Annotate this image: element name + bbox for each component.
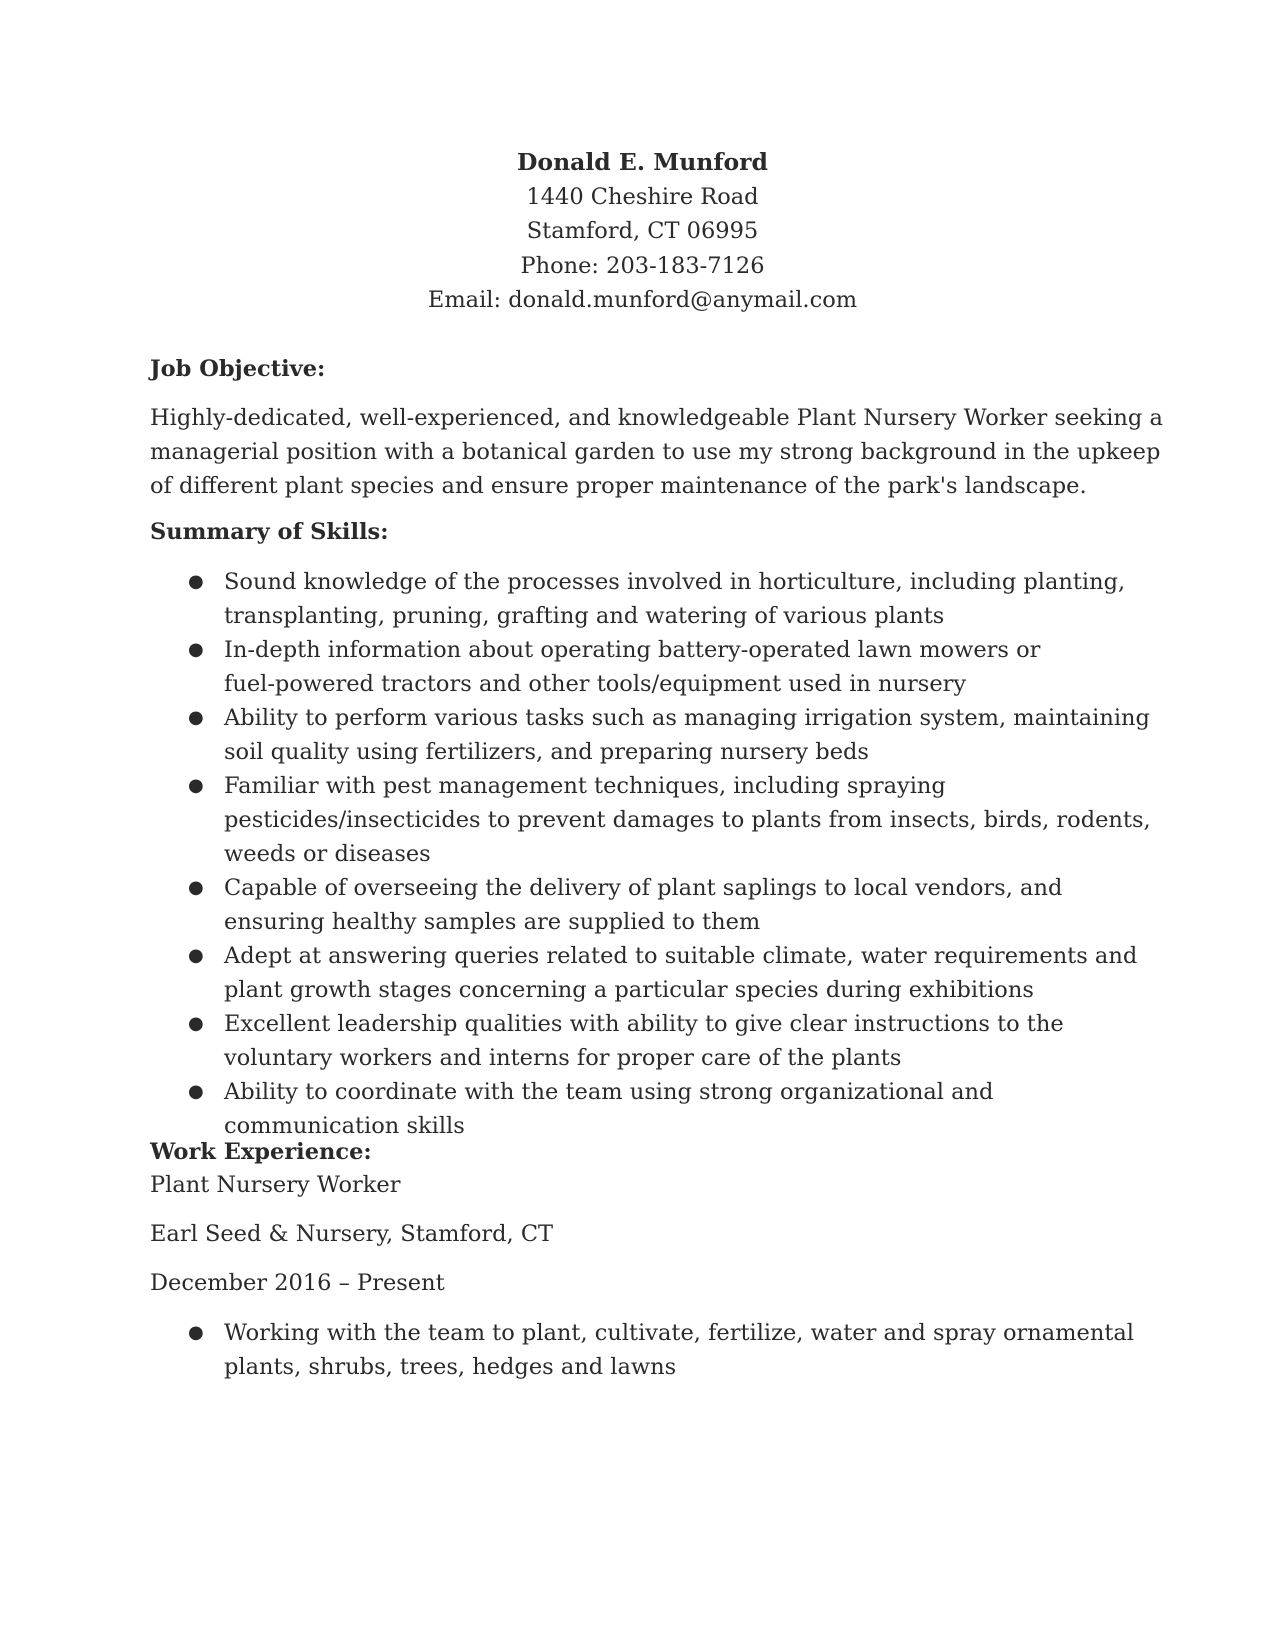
bullet-icon: ● — [188, 877, 204, 898]
skill-item-text: Familiar with pest management techniques, including spraying — [224, 773, 946, 799]
skill-item — [150, 939, 1138, 1007]
skill-item-text: Ability to coordinate with the team using strong organizational and — [224, 1079, 994, 1105]
skill-item-text: Ability to perform various tasks such as managing irrigation system, maintaining — [224, 705, 1150, 731]
duty-item — [150, 1316, 1135, 1384]
bullet-icon: ● — [188, 707, 204, 728]
skill-item-text: transplanting, pruning, grafting and watering of various plants — [224, 603, 945, 629]
duty-item-text: plants, shrubs, trees, hedges and lawns — [224, 1354, 677, 1380]
employment-dates: December 2016 – Present — [150, 1270, 445, 1296]
bullet-icon: ● — [188, 1322, 204, 1343]
skill-item — [150, 1075, 1135, 1143]
employer: Earl Seed & Nursery, Stamford, CT — [150, 1221, 554, 1247]
skill-item — [150, 701, 1150, 769]
skill-item — [150, 633, 1135, 701]
skill-item — [150, 769, 1151, 871]
experience-duties-list — [150, 1316, 1135, 1384]
street-address: 1440 Cheshire Road — [526, 183, 759, 210]
skill-item-text: Capable of overseeing the delivery of plant saplings to local vendors, and — [224, 875, 1063, 901]
contact-header — [150, 145, 1135, 318]
job-title: Plant Nursery Worker — [150, 1172, 401, 1198]
bullet-icon: ● — [188, 1013, 204, 1034]
skill-item-text: ensuring healthy samples are supplied to them — [224, 909, 761, 935]
skill-item-text: pesticides/insecticides to prevent damages to plants from insects, birds, rodents, — [224, 807, 1151, 833]
bullet-icon: ● — [188, 639, 204, 660]
objective-line: Highly-dedicated, well-experienced, and knowledgeable Plant Nursery Worker seeking a — [150, 405, 1163, 431]
skill-item-text: fuel-powered tractors and other tools/equipment used in nursery — [224, 671, 967, 697]
skills-heading: Summary of Skills: — [150, 519, 389, 545]
skill-item-text: soil quality using fertilizers, and preparing nursery beds — [224, 739, 869, 765]
phone-number: Phone: 203-183-7126 — [520, 252, 765, 279]
skill-item-text: voluntary workers and interns for proper care of the plants — [224, 1045, 902, 1071]
objective-heading: Job Objective: — [150, 356, 326, 382]
skill-item-text: Sound knowledge of the processes involved in horticulture, including planting, — [224, 569, 1126, 595]
bullet-icon: ● — [188, 571, 204, 592]
duty-item-text: Working with the team to plant, cultivate, fertilize, water and spray ornamental — [224, 1320, 1134, 1346]
skill-item-text: Adept at answering queries related to suitable climate, water requirements and — [224, 943, 1138, 969]
city-state-zip: Stamford, CT 06995 — [526, 218, 759, 244]
skill-item — [150, 1007, 1135, 1075]
email-address: Email: donald.munford@anymail.com — [427, 287, 858, 313]
bullet-icon: ● — [188, 945, 204, 966]
skills-list — [150, 565, 1151, 1143]
skill-item-text: In-depth information about operating battery-operated lawn mowers or — [224, 637, 1041, 663]
applicant-name: Donald E. Munford — [517, 148, 768, 176]
bullet-icon: ● — [188, 1081, 204, 1102]
objective-line: managerial position with a botanical garden to use my strong background in the upkeep — [150, 439, 1161, 465]
experience-heading: Work Experience: — [150, 1139, 372, 1165]
skill-item-text: communication skills — [224, 1113, 465, 1139]
skill-item-text: plant growth stages concerning a particular species during exhibitions — [224, 977, 1034, 1003]
objective-line: of different plant species and ensure proper maintenance of the park's landscape. — [150, 473, 1087, 499]
skill-item-text: Excellent leadership qualities with ability to give clear instructions to the — [224, 1011, 1064, 1037]
skill-item — [150, 871, 1135, 939]
bullet-icon: ● — [188, 775, 204, 796]
objective-paragraph — [150, 401, 1163, 503]
skill-item — [150, 565, 1135, 633]
skill-item-text: weeds or diseases — [224, 841, 431, 867]
